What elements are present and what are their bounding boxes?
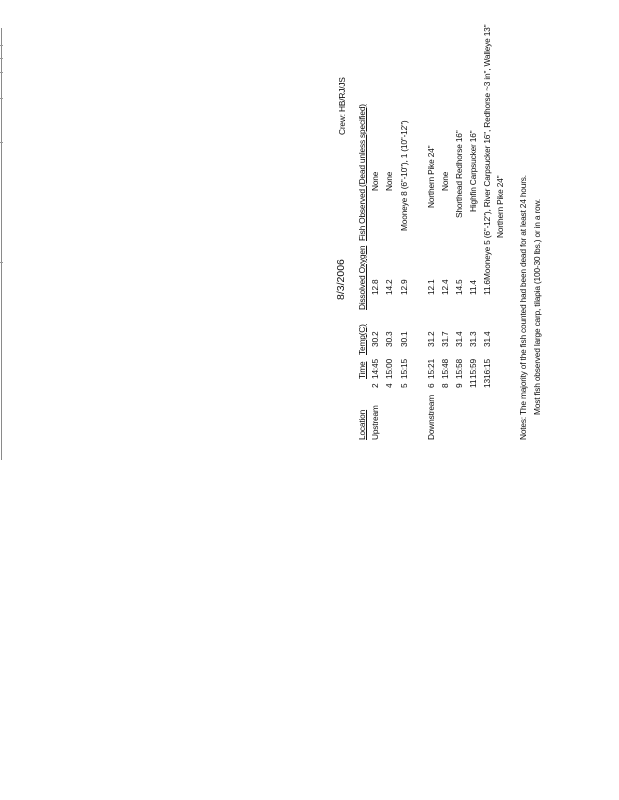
cell-temp: 30.2 [370, 331, 380, 347]
header-fish-observed: Fish Observed (Dead unless specified) [357, 104, 367, 241]
cell-site: 11 [468, 379, 478, 388]
cell-site: 4 [384, 383, 394, 388]
scan-edge-line [1, 28, 2, 460]
scan-edge-tick [0, 142, 3, 143]
scan-edge-tick [0, 98, 3, 99]
cell-time: 16:15 [482, 359, 492, 379]
cell-fish: None [384, 171, 394, 191]
cell-fish: None [370, 171, 380, 191]
cell-temp: 31.3 [468, 331, 478, 347]
cell-time: 15:00 [384, 359, 394, 379]
header-location: Location [357, 409, 367, 440]
cell-do: 12.1 [426, 279, 436, 295]
cell-site: 9 [454, 383, 464, 388]
cell-fish: Northern Pike 24" [495, 175, 505, 238]
note-line: Notes: The majority of the fish counted had been dead for at least 24 hours. [518, 175, 528, 440]
cell-temp: 31.4 [454, 331, 464, 347]
cell-fish: Northern Pike 24" [426, 145, 436, 208]
cell-time: 15:48 [440, 359, 450, 379]
cell-location: Upstream [370, 405, 380, 440]
cell-site: 5 [399, 383, 409, 388]
cell-fish: Mooneye 8 (6"-10"), 1 (10"-12") [399, 120, 409, 231]
rotated-document [335, 24, 542, 440]
cell-do: 12.9 [399, 279, 409, 295]
cell-temp: 31.7 [440, 331, 450, 347]
scan-edge-tick [0, 58, 3, 59]
cell-temp: 30.3 [384, 331, 394, 347]
cell-do: 11.6 [482, 280, 492, 295]
cell-temp: 30.1 [399, 331, 409, 347]
cell-site: 6 [426, 383, 436, 388]
note-line: Most fish observed large carp, tilapia (100-30 lbs.) or in a row. [532, 198, 542, 415]
cell-time: 14:45 [370, 359, 380, 379]
header-temp: Temp(C) [357, 324, 367, 355]
cell-do: 14.2 [384, 279, 394, 295]
cell-do: 12.8 [370, 279, 380, 295]
document-date: 8/3/2006 [335, 259, 347, 300]
cell-temp: 31.4 [482, 331, 492, 347]
cell-fish: Mooneye 5 (6"-12"), River Carpsucker 16", Redhorse ~3 in", Walleye 13" [482, 24, 492, 280]
cell-time: 15:15 [399, 359, 409, 379]
cell-do: 12.4 [440, 279, 450, 295]
cell-do: 11.4 [468, 280, 478, 295]
cell-fish: Shorthead Redhorse 16" [454, 130, 464, 218]
scan-edge-tick [0, 45, 3, 46]
scan-edge-tick [0, 72, 3, 73]
cell-location: Downstream [426, 394, 436, 440]
cell-time: 15:58 [454, 359, 464, 379]
cell-fish: Highfin Carpsucker 16" [468, 130, 478, 212]
cell-time: 15:59 [468, 359, 478, 379]
cell-site: 13 [482, 379, 492, 388]
header-time: Time [357, 361, 367, 379]
cell-temp: 31.2 [426, 331, 436, 347]
cell-time: 15:21 [426, 359, 436, 379]
cell-do: 14.5 [454, 279, 464, 295]
crew-label: Crew: HB/RJ/JS [337, 77, 347, 135]
cell-site: 8 [440, 383, 450, 388]
cell-site: 2 [370, 383, 380, 388]
cell-fish: None [440, 171, 450, 191]
scan-edge-tick [0, 262, 3, 263]
header-dissolved-oxygen: Dissolved Oxygen [357, 245, 367, 310]
